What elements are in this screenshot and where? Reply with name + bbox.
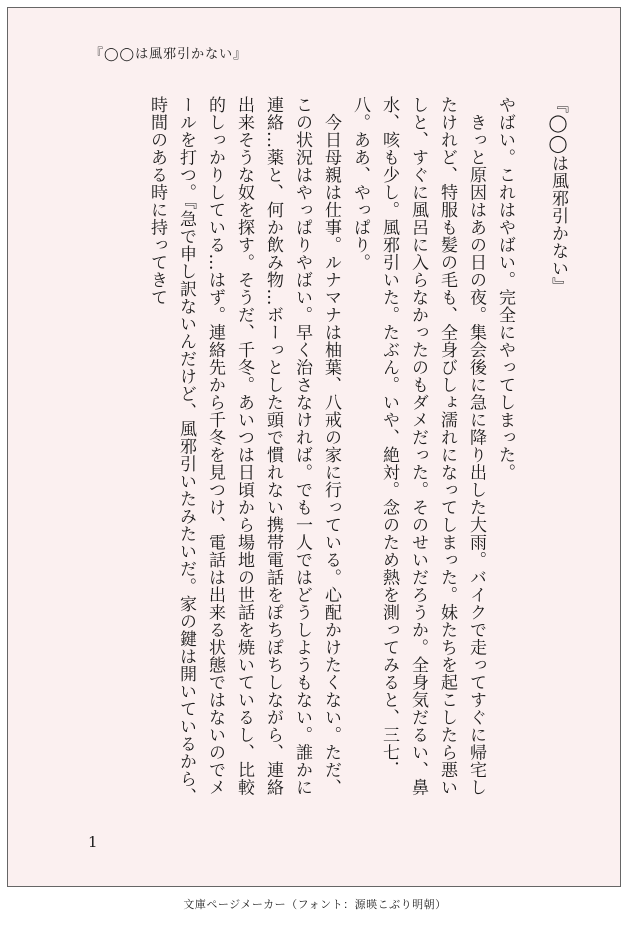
- story-title: 『◯◯は風邪引かない』: [548, 96, 568, 295]
- page-number: 1: [88, 833, 98, 851]
- paragraph-3: 今日母親は仕事。ルナマナは柚葉、八戒の家に行っている。心配かけたくない。ただ、この状況はやっぱりやばい。早く治さなければ。でも一人ではどうしようもない。誰かに連絡…薬と、何か飲み物…ボーっとした頭で慣れない携帯電話をぽちぽちしながら、連絡出来そうな奴を探す。そうだ、千冬。あいつは日頃から場地の世話を焼いているし、比較的しっかりしている…はず。連絡先から千冬を見つけ、電話は出来る状態ではないのでメールを打つ。『急で申し訳ないんだけど、風邪引いたみたいだ。家の鍵は開いているから、時間のある時に持ってきて: [147, 96, 341, 805]
- paragraph-1: やばい。これはやばい。完全にやってしまった。: [495, 96, 515, 481]
- running-header: 『◯◯は風邪引かない』: [90, 47, 248, 62]
- footer-credit: 文庫ページメーカー（フォント：源暎こぶり明朝）: [183, 898, 447, 911]
- book-page: [7, 7, 621, 887]
- vertical-body-text: [32, 96, 572, 808]
- paragraph-2: きっと原因はあの日の夜。集会後に急に降り出した大雨。バイクで走ってすぐに帰宅したけれど、特服も髪の毛も、全身びしょ濡れになってしまった。妹たちを起こしたら悪いしと、すぐに風呂に入らなかったのもダメだった。そのせいだろうか。全身気だるい、鼻水、咳も少し。風邪引いた。たぶん。いや、絶対。念のため熱を測ってみると、三七．八。ああ、やっぱり。: [350, 96, 486, 796]
